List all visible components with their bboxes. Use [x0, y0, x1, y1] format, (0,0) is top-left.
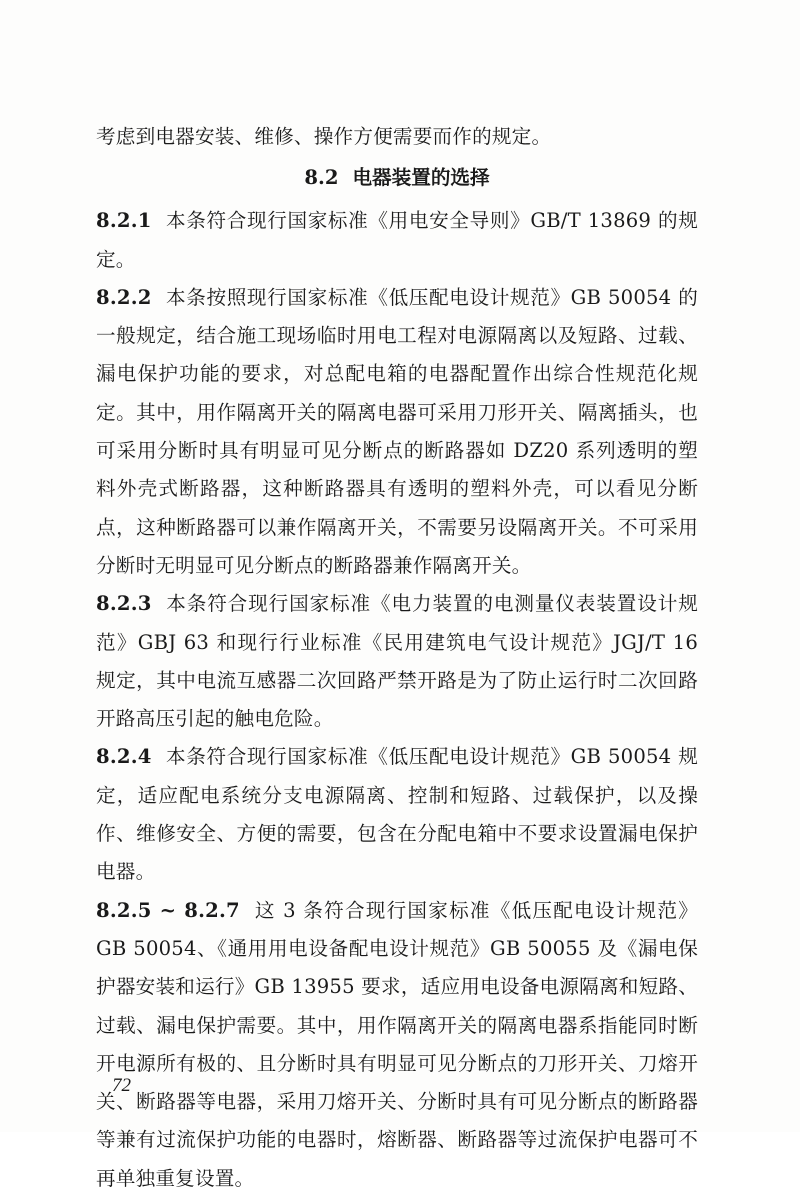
- clause-number: 8.2.5 ~ 8.2.7: [96, 898, 240, 922]
- clause-number: 8.2.3: [96, 592, 152, 616]
- clause-text: 本条符合现行国家标准《低压配电设计规范》GB 50054 规定，适应配电系统分支电源隔离、控制和短路、过载保护，以及操作、维修安全、方便的需要，包含在分配电箱中不要求设置漏电保护电器。: [96, 745, 698, 884]
- section-heading: [96, 159, 698, 197]
- clause-number: 8.2.1: [96, 209, 152, 233]
- clause-8-2-4: [96, 738, 698, 891]
- clause-8-2-2: [96, 279, 698, 585]
- page-content: [96, 118, 698, 1198]
- section-title: 电器装置的选择: [352, 166, 490, 190]
- clause-8-2-5-to-8-2-7: [96, 892, 698, 1198]
- clause-8-2-3: [96, 585, 698, 738]
- intro-paragraph: 考虑到电器安装、维修、操作方便需要而作的规定。: [96, 125, 552, 148]
- clause-8-2-1: [96, 202, 698, 279]
- clause-number: 8.2.2: [96, 285, 152, 309]
- page-number: 72: [112, 1075, 131, 1096]
- clause-number: 8.2.4: [96, 745, 152, 769]
- clause-text: 本条符合现行国家标准《电力装置的电测量仪表装置设计规范》GBJ 63 和现行行业标准《民用建筑电气设计规范》JGJ/T 16 规定，其中电流互感器二次回路严禁开路是为了防止运行时二次回路开路高压引起的触电危险。: [96, 592, 698, 731]
- clause-text: 这 3 条符合现行国家标准《低压配电设计规范》GB 50054、《通用用电设备配电设计规范》GB 50055 及《漏电保护器安装和运行》GB 13955 要求，适应用电设备电源隔离和短路、过载、漏电保护需要。其中，用作隔离开关的隔离电器系指能同时断开电源所有极的、且分断时具有明显可见分断点的刀形开关、刀熔开关、断路器等电器，采用刀熔开关、分断时具有可见分断点的断路器等兼有过流保护功能的电器时，熔断器、断路器等过流保护电器可不再单独重复设置。: [96, 898, 698, 1190]
- clause-text: 本条符合现行国家标准《用电安全导则》GB/T 13869 的规定。: [96, 209, 698, 271]
- clause-text: 本条按照现行国家标准《低压配电设计规范》GB 50054 的一般规定，结合施工现场临时用电工程对电源隔离以及短路、过载、漏电保护功能的要求，对总配电箱的电器配置作出综合性规范化规定。其中，用作隔离开关的隔离电器可采用刀形开关、隔离插头，也可采用分断时具有明显可见分断点的断路器如 DZ20 系列透明的塑料外壳式断路器，这种断路器具有透明的塑料外壳，可以看见分断点，这种断路器可以兼作隔离开关，不需要另设隔离开关。不可采用分断时无明显可见分断点的断路器兼作隔离开关。: [96, 285, 698, 577]
- section-number: 8.2: [304, 166, 339, 190]
